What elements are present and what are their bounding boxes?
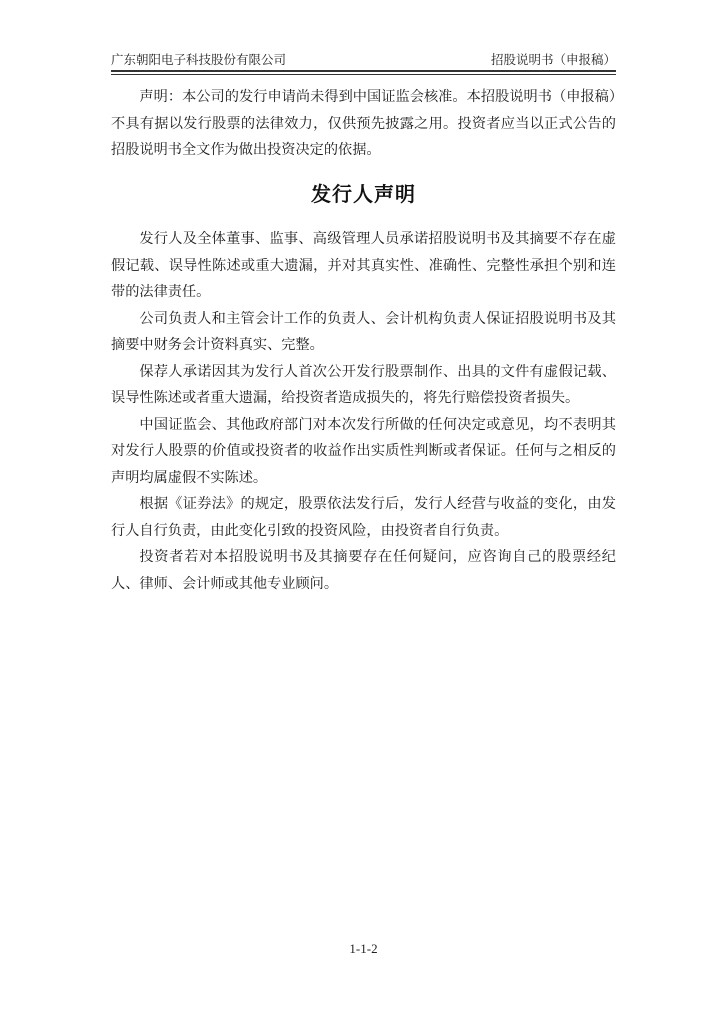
statement-body — [111, 226, 616, 597]
section-title: 发行人声明 — [311, 182, 416, 206]
header-rule — [111, 70, 616, 72]
statement-paragraph: 投资者若对本招股说明书及其摘要存在任何疑问，应咨询自己的股票经纪人、律师、会计师或其他专业顾问。 — [111, 549, 616, 592]
header-company-name: 广东朝阳电子科技股份有限公司 — [111, 52, 287, 67]
statement-paragraph: 发行人及全体董事、监事、高级管理人员承诺招股说明书及其摘要不存在虚假记载、误导性陈述或重大遗漏，并对其真实性、准确性、完整性承担个别和连带的法律责任。 — [111, 231, 616, 300]
header-document-type: 招股说明书（申报稿） — [490, 52, 616, 67]
header-rule-thin — [111, 74, 616, 75]
page-number: 1-1-2 — [349, 941, 378, 956]
disclaimer-notice: 声明：本公司的发行申请尚未得到中国证监会核准。本招股说明书（申报稿）不具有据以发行股票的法律效力，仅供预先披露之用。投资者应当以正式公告的招股说明书全文作为做出投资决定的依据。 — [111, 89, 616, 158]
page-header — [111, 50, 616, 70]
statement-paragraph: 根据《证券法》的规定，股票依法发行后，发行人经营与收益的变化，由发行人自行负责，由此变化引致的投资风险，由投资者自行负责。 — [111, 496, 616, 539]
statement-paragraph: 保荐人承诺因其为发行人首次公开发行股票制作、出具的文件有虚假记载、误导性陈述或者重大遗漏，给投资者造成损失的，将先行赔偿投资者损失。 — [111, 363, 616, 406]
statement-paragraph: 公司负责人和主管会计工作的负责人、会计机构负责人保证招股说明书及其摘要中财务会计资料真实、完整。 — [111, 310, 616, 353]
statement-paragraph: 中国证监会、其他政府部门对本次发行所做的任何决定或意见，均不表明其对发行人股票的价值或投资者的收益作出实质性判断或者保证。任何与之相反的声明均属虚假不实陈述。 — [111, 416, 616, 486]
